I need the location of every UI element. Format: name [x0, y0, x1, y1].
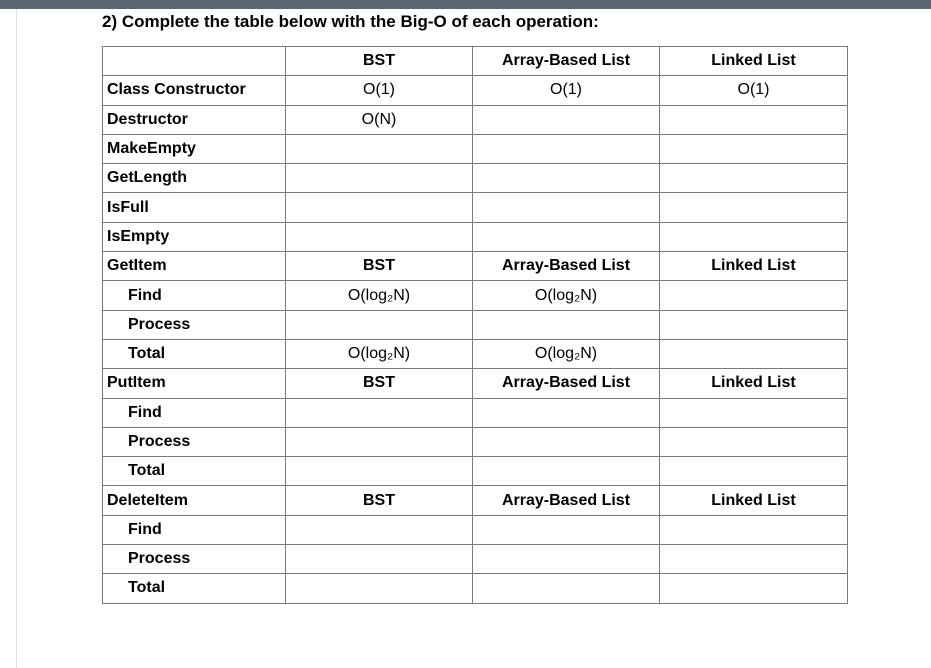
answer-cell-bst: O(N) [286, 105, 473, 134]
answer-cell-bst [286, 515, 473, 544]
answer-cell-bst [286, 310, 473, 339]
subheader-cell-array-list: Array-Based List [473, 369, 660, 398]
subheader-cell-linked-list: Linked List [660, 369, 848, 398]
operation-label: IsFull [103, 193, 286, 222]
operation-label: Find [103, 515, 286, 544]
table-row [103, 369, 848, 398]
answer-cell-linked-list: O(1) [660, 76, 848, 105]
answer-cell-bst [286, 427, 473, 456]
header-cell-operation [103, 47, 286, 76]
table-row [103, 76, 848, 105]
operation-label: Process [103, 310, 286, 339]
operation-label: Total [103, 457, 286, 486]
answer-cell-linked-list [660, 398, 848, 427]
subheader-cell-bst: BST [286, 369, 473, 398]
operation-label: GetLength [103, 164, 286, 193]
answer-cell-linked-list [660, 281, 848, 310]
table-row [103, 193, 848, 222]
operation-label: Process [103, 427, 286, 456]
table-row [103, 134, 848, 163]
answer-cell-array-list: O(1) [473, 76, 660, 105]
operation-label: Find [103, 398, 286, 427]
table-row [103, 252, 848, 281]
operation-label: Destructor [103, 105, 286, 134]
answer-cell-bst: O(log₂N) [286, 339, 473, 368]
big-o-table [102, 46, 848, 604]
table-row [103, 281, 848, 310]
question-heading: 2) Complete the table below with the Big-O of each operation: [102, 12, 599, 31]
answer-cell-array-list [473, 574, 660, 603]
operation-label: Process [103, 545, 286, 574]
answer-cell-array-list [473, 457, 660, 486]
operation-label: DeleteItem [103, 486, 286, 515]
subheader-cell-array-list: Array-Based List [473, 252, 660, 281]
answer-cell-array-list [473, 515, 660, 544]
window-top-bar [0, 0, 931, 9]
table-row [103, 457, 848, 486]
table-row [103, 164, 848, 193]
operation-label: Total [103, 339, 286, 368]
answer-cell-array-list [473, 193, 660, 222]
answer-cell-linked-list [660, 134, 848, 163]
table-row [103, 339, 848, 368]
subheader-cell-bst: BST [286, 252, 473, 281]
answer-cell-linked-list [660, 574, 848, 603]
answer-cell-bst [286, 164, 473, 193]
answer-cell-bst [286, 398, 473, 427]
answer-cell-array-list [473, 164, 660, 193]
answer-cell-linked-list [660, 515, 848, 544]
table-body [103, 76, 848, 603]
table-row [103, 427, 848, 456]
answer-cell-bst [286, 545, 473, 574]
answer-cell-array-list [473, 310, 660, 339]
answer-cell-linked-list [660, 193, 848, 222]
answer-cell-linked-list [660, 339, 848, 368]
answer-cell-bst [286, 222, 473, 251]
answer-cell-linked-list [660, 222, 848, 251]
table-row [103, 574, 848, 603]
table-row [103, 310, 848, 339]
page-left-margin [16, 9, 17, 668]
subheader-cell-bst: BST [286, 486, 473, 515]
answer-cell-bst: O(1) [286, 76, 473, 105]
answer-cell-linked-list [660, 310, 848, 339]
operation-label: Find [103, 281, 286, 310]
header-cell-array-list: Array-Based List [473, 47, 660, 76]
answer-cell-array-list [473, 427, 660, 456]
table-header-row [103, 47, 848, 76]
operation-label: Total [103, 574, 286, 603]
answer-cell-linked-list [660, 427, 848, 456]
answer-cell-array-list [473, 134, 660, 163]
operation-label: GetItem [103, 252, 286, 281]
answer-cell-array-list [473, 222, 660, 251]
operation-label: Class Constructor [103, 76, 286, 105]
operation-label: PutItem [103, 369, 286, 398]
answer-cell-bst [286, 193, 473, 222]
subheader-cell-linked-list: Linked List [660, 486, 848, 515]
answer-cell-bst [286, 457, 473, 486]
header-cell-bst: BST [286, 47, 473, 76]
answer-cell-array-list [473, 398, 660, 427]
answer-cell-bst: O(log₂N) [286, 281, 473, 310]
table-row [103, 515, 848, 544]
answer-cell-array-list: O(log₂N) [473, 281, 660, 310]
table-row [103, 486, 848, 515]
answer-cell-linked-list [660, 457, 848, 486]
operation-label: IsEmpty [103, 222, 286, 251]
table-row [103, 545, 848, 574]
answer-cell-array-list: O(log₂N) [473, 339, 660, 368]
answer-cell-linked-list [660, 105, 848, 134]
operation-label: MakeEmpty [103, 134, 286, 163]
table-row [103, 105, 848, 134]
answer-cell-bst [286, 574, 473, 603]
table-row [103, 222, 848, 251]
answer-cell-array-list [473, 105, 660, 134]
subheader-cell-linked-list: Linked List [660, 252, 848, 281]
header-cell-linked-list: Linked List [660, 47, 848, 76]
table-row [103, 398, 848, 427]
answer-cell-linked-list [660, 164, 848, 193]
answer-cell-bst [286, 134, 473, 163]
answer-cell-array-list [473, 545, 660, 574]
answer-cell-linked-list [660, 545, 848, 574]
subheader-cell-array-list: Array-Based List [473, 486, 660, 515]
